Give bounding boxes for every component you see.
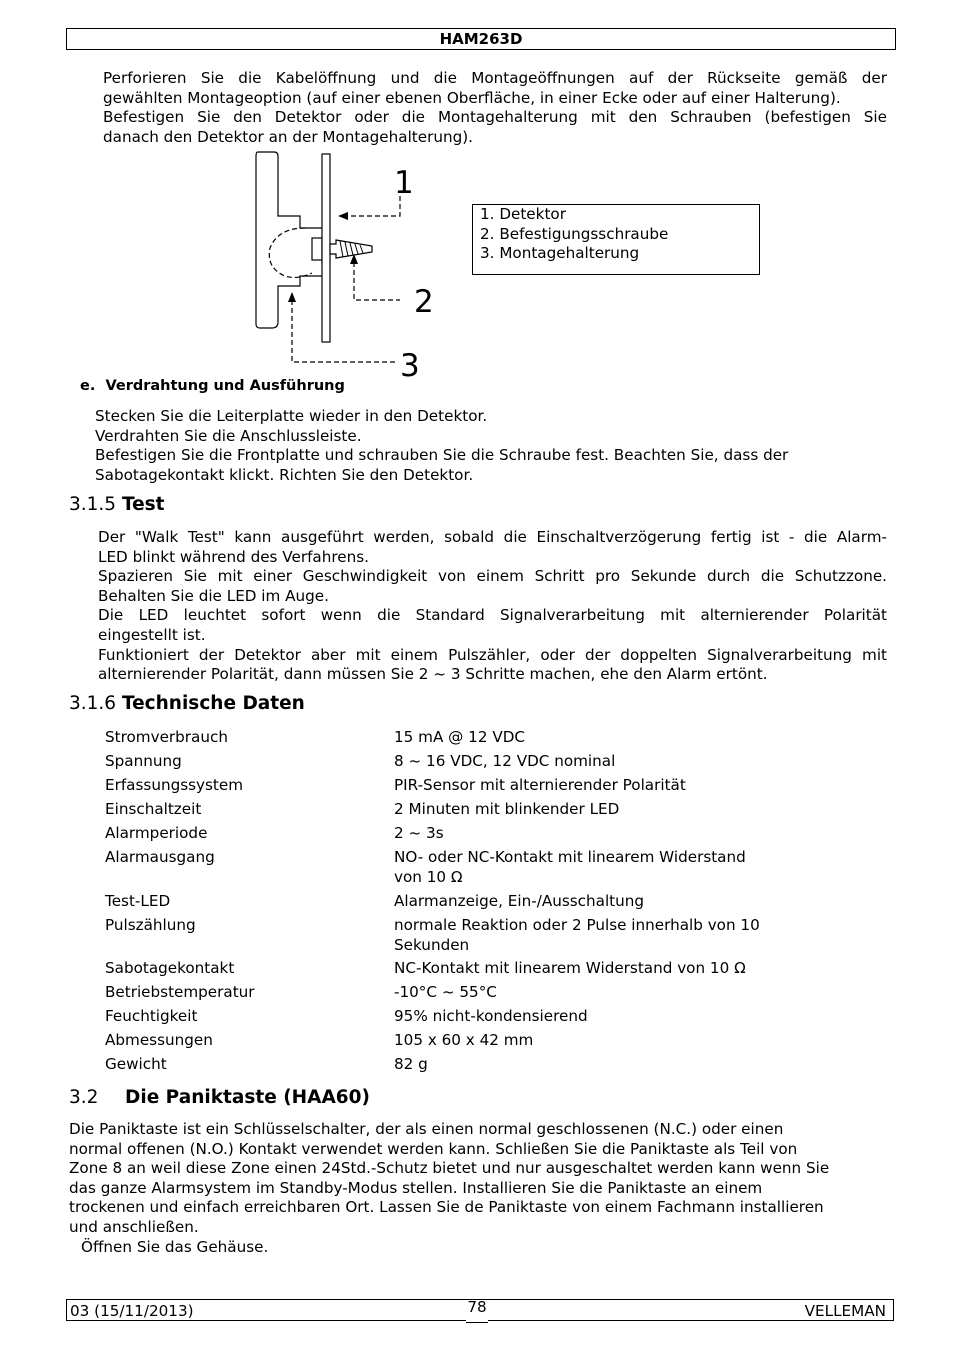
section-number: 3.1.5: [69, 494, 122, 515]
intro-paragraph: [103, 69, 887, 147]
callout-3-leader: [292, 300, 398, 362]
spec-label: Spannung: [105, 752, 182, 770]
text-line: eingestellt ist.: [98, 625, 206, 644]
text-line: Stecken Sie die Leiterplatte wieder in den Detektor.: [95, 407, 488, 425]
spec-label: Sabotagekontakt: [105, 959, 235, 977]
spec-value-line: NO- oder NC-Kontakt mit linearem Widerstand: [394, 848, 746, 866]
figure-legend: [472, 204, 760, 275]
section-32-paragraph: [69, 1120, 899, 1257]
text-line: das ganze Alarmsystem im Standby-Modus stellen. Installieren Sie die Paniktaste an einem: [69, 1178, 763, 1197]
spec-label: Feuchtigkeit: [105, 1007, 198, 1025]
spec-value: [394, 1007, 794, 1027]
text-line: alternierender Polarität, dann müssen Sie 2 ~ 3 Schritte machen, ehe den Alarm ertönt.: [98, 665, 768, 684]
text-line: danach den Detektor an der Montagehalterung).: [103, 127, 473, 146]
footer-page-number: 78: [467, 1298, 487, 1316]
spec-value-line: 8 ~ 16 VDC, 12 VDC nominal: [394, 752, 616, 770]
text-line: Sabotagekontakt klickt. Richten Sie den Detektor.: [95, 465, 474, 484]
callout-2-leader: [354, 262, 400, 300]
footer-date: 03 (15/11/2013): [70, 1302, 194, 1320]
text-line: Zone 8 an weil diese Zone einen 24Std.-Schutz bietet und nur ausgeschaltet werden kann wenn Sie: [69, 1159, 830, 1178]
text-line: Behalten Sie die LED im Auge.: [98, 586, 329, 605]
text-line: Öffnen Sie das Gehäuse.: [81, 1237, 269, 1256]
screw-head: [312, 238, 322, 260]
spec-label: Test-LED: [105, 892, 171, 910]
text-line: Spazieren Sie mit einer Geschwindigkeit von einem Schritt pro Sekunde durch die Schutzzone.: [98, 567, 887, 586]
text-line: Die Paniktaste ist ein Schlüsselschalter, der als einen normal geschlossenen (N.C.) oder einen: [69, 1120, 784, 1138]
section-315-heading: [69, 494, 165, 515]
section-315-paragraph: [98, 528, 887, 685]
spec-value: [394, 776, 794, 796]
spec-value: [394, 728, 794, 748]
spec-label: Gewicht: [105, 1055, 167, 1073]
section-e-heading: e. Verdrahtung und Ausführung: [80, 378, 345, 394]
spec-value-line: Alarmanzeige, Ein-/Ausschaltung: [394, 892, 645, 910]
spec-value-line: 82 g: [394, 1055, 428, 1073]
text-line: gewählten Montageoption (auf einer ebenen Oberfläche, in einer Ecke oder auf einer Halterung).: [103, 88, 841, 107]
spec-value: [394, 1055, 794, 1075]
section-number: 3.2: [69, 1087, 99, 1108]
spec-value-line: von 10 Ω: [394, 867, 463, 886]
text-line: trockenen und einfach erreichbaren Ort. Lassen Sie de Paniktaste von einem Fachmann installieren: [69, 1198, 824, 1217]
text-line: Befestigen Sie die Frontplatte und schrauben Sie die Schraube fest. Beachten Sie, dass der: [95, 446, 789, 465]
section-title: Die Paniktaste (HAA60): [125, 1087, 370, 1108]
spec-label: Betriebstemperatur: [105, 983, 255, 1001]
document-header: [66, 28, 896, 50]
spec-value: [394, 959, 794, 979]
spec-label: Einschaltzeit: [105, 800, 202, 818]
section-number: 3.1.6: [69, 693, 122, 714]
spec-value: [394, 1031, 794, 1051]
callout-1-leader: [348, 196, 400, 216]
callout-3-arrowhead: [288, 292, 296, 302]
spec-value: [394, 800, 794, 820]
text-line: Befestigen Sie den Detektor oder die Montagehalterung mit den Schrauben (befestigen Sie: [103, 108, 887, 127]
mounting-bracket-shape: [322, 154, 330, 342]
section-title: Technische Daten: [121, 693, 305, 714]
callout-2-number: 2: [414, 284, 434, 320]
text-line: LED blinkt während des Verfahrens.: [98, 547, 369, 566]
spec-label: Pulszählung: [105, 916, 196, 934]
text-line: normal offenen (N.O.) Kontakt verwendet werden kann. Schließen Sie die Paniktaste als Teil von: [69, 1139, 798, 1158]
footer-left-cell: [66, 1299, 466, 1321]
section-32-heading: [69, 1087, 370, 1108]
section-title: Test: [121, 494, 165, 515]
legend-item: 3. Montagehalterung: [480, 244, 640, 263]
spec-value: [394, 983, 794, 1003]
spec-value: [394, 824, 794, 844]
text-line: Verdrahten Sie die Anschlussleiste.: [95, 426, 362, 445]
callout-1-arrowhead: [338, 212, 348, 220]
spec-value: [394, 752, 794, 772]
spec-value-line: 2 ~ 3s: [394, 824, 444, 842]
mounting-diagram: [250, 148, 440, 380]
spec-value-line: 15 mA @ 12 VDC: [394, 728, 526, 746]
section-316-heading: [69, 693, 305, 714]
footer-right-cell: [488, 1299, 894, 1321]
footer-brand: VELLEMAN: [804, 1302, 886, 1320]
spec-value-line: 95% nicht-kondensierend: [394, 1007, 588, 1025]
spec-label: Erfassungssystem: [105, 776, 244, 794]
spec-value: [394, 916, 794, 955]
spec-value-line: Sekunden: [394, 935, 470, 954]
legend-item: 1. Detektor: [480, 205, 566, 223]
spec-value: [394, 848, 794, 887]
document-title: HAM263D: [439, 30, 523, 48]
spec-value-line: 2 Minuten mit blinkender LED: [394, 800, 620, 818]
section-e-paragraph: [95, 407, 895, 485]
callout-3-number: 3: [400, 348, 420, 380]
spec-label: Abmessungen: [105, 1031, 213, 1049]
text-line: und anschließen.: [69, 1217, 199, 1236]
text-line: Perforieren Sie die Kabelöffnung und die Montageöffnungen auf der Rückseite gemäß der: [103, 69, 887, 87]
text-line: Funktioniert der Detektor aber mit einem Pulszähler, oder der doppelten Signalverarbeitung mit: [98, 645, 887, 664]
spec-value-line: normale Reaktion oder 2 Pulse innerhalb von 10: [394, 916, 760, 934]
spec-value: [394, 892, 794, 912]
text-line: Die LED leuchtet sofort wenn die Standard Signalverarbeitung mit alternierender Polarität: [98, 606, 887, 625]
spec-value-line: NC-Kontakt mit linearem Widerstand von 10 Ω: [394, 959, 746, 977]
callout-1-number: 1: [394, 165, 414, 201]
legend-item: 2. Befestigungsschraube: [480, 224, 669, 243]
spec-value-line: 105 x 60 x 42 mm: [394, 1031, 534, 1049]
spec-value-line: PIR-Sensor mit alternierender Polarität: [394, 776, 686, 794]
spec-label: Stromverbrauch: [105, 728, 228, 746]
spec-value-line: -10°C ~ 55°C: [394, 983, 497, 1001]
spec-label: Alarmperiode: [105, 824, 208, 842]
spec-label: Alarmausgang: [105, 848, 215, 866]
text-line: Der "Walk Test" kann ausgeführt werden, sobald die Einschaltverzögerung fertig ist - die Alarm-: [98, 528, 887, 546]
